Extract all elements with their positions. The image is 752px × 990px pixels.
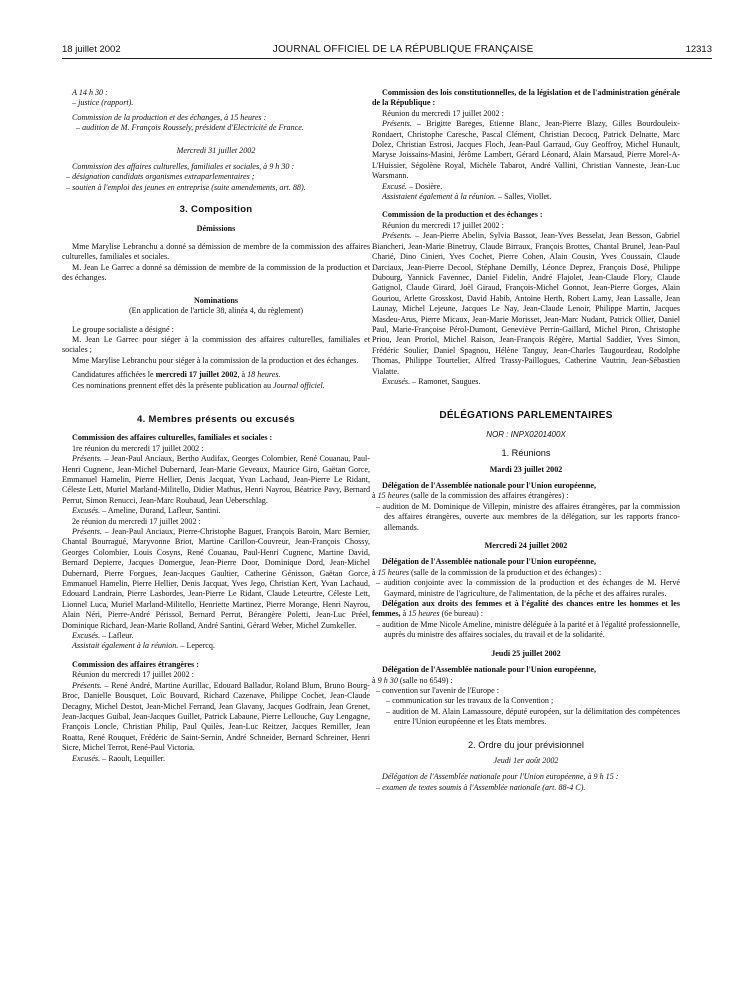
attendance-excused: Excusés. – Lafleur.	[72, 631, 134, 641]
attendance-excused: Excusés. – Ameline, Durand, Lafleur, Santini.	[72, 506, 221, 516]
agenda-item: – audition de M. François Roussely, président d'Electricité de France.	[76, 123, 304, 133]
journal-title: JOURNAL OFFICIEL DE LA RÉPUBLIQUE FRANÇAISE	[272, 44, 534, 55]
agenda-date: Jeudi 1er août 2002	[493, 755, 559, 765]
agenda-item: – convention sur l'avenir de l'Europe :	[376, 685, 499, 695]
paragraph: Mme Marylise Lebranchu a donné sa démission de membre de la commission des affaires culturelles, familiales et sociales.	[62, 242, 370, 262]
attendance-present: Présents. – Jean-Pierre Abelin, Sylvia Bassot, Jean-Yves Besselat, Jean Besson, Gabriel Biancheri, Jean-Marie Binetruy, Claude Birraux, François Brottes, Chantal Brunel, Jean-Paul Charié, Dino Cinieri, Yves Cochet, Pierre Cohen, Alain Cousin, Yves Coussain, Claude Darciaux, Jean-Pierre Decool, Stéphane Demilly, Léonce Deprez, François Dosé, Philippe Dubourg, Yannick Favennec, Daniel Fidelin, André Flajolet, Jean-Claude Flory, Claude Gatignol, Claude Girard, Joël Giraud, François-Michel Gonnot, Jean-Pierre Gorges, Alain Gouriou, Arlette Grosskost, David Habib, Antoine Herth, Robert Lamy, Jean Lassalle, Jean Launay, Michel Lejeune, Jacques Le Nay, Jean-Claude Lenoir, Philippe Martin, Jacques Masdeu-Arus, Pierre Micaux, Jean-Marie Morisset, Jean-Marc Nudant, Patrick Ollier, Daniel Paul, Marie-Françoise Pérol-Dumont, Geneviève Perrin-Gaillard, Michel Piron, Christophe Priou, Jean Proriol, Michel Raison, Jean-François Régère, Martial Saddier, Yves Simon, Frédéric Soulier, Daniel Spagnou, Hélène Tanguy, Jean-Charles Taugourdeau, Rodolphe Thomas, Philippe Tourtelier, Alfred Trassy-Paillogues, Catherine Vautrin, Jean-Sébastien Vialatte.	[372, 231, 680, 376]
section-heading: 4. Membres présents ou excusés	[137, 413, 295, 425]
commission-title: Commission de la production et des échanges :	[382, 210, 543, 220]
agenda-date: Mercredi 31 juillet 2002	[176, 145, 256, 155]
agenda-item: – audition conjointe avec la commission de la production et des échanges de M. Hervé Gaymard, ministre de l'agriculture, de l'alimentation, de la pêche et des affaires rurales.	[376, 578, 680, 598]
attendance-present: Présents. – Jean-Paul Anciaux, Bertho Audifax, Georges Colombier, René Couanau, Paul-Henri Cugnenc, Jean-Michel Dubernard, Jean-Marie Geveaux, Maurice Giro, Gaëtan Gorce, Emmanuel Hamelin, Pierre Hellier, Denis Jacquat, Yvan Lachaud, Jean-Pierre Le Ridant, Céleste Lett, Muriel Marland-Militello, Didier Mathus, Henri Nayrou, Béatrice Pavy, Bernard Perrut, Simon Renucci, Jean-Marc Roubaud, Jean Ueberschlag.	[62, 454, 370, 505]
page-number: 12313	[685, 44, 712, 55]
meeting-date: Réunion du mercredi 17 juillet 2002 :	[382, 108, 504, 118]
agenda-item: – audition de M. Alain Lamassoure, député européen, sur la délimitation des compétences entre l'Union européenne et les États membres.	[386, 706, 680, 727]
paragraph: M. Jean Le Garrec a donné sa démission de membre de la commission de la production et des échanges.	[62, 262, 370, 283]
meeting-date: 1re réunion du mercredi 17 juillet 2002 :	[72, 443, 204, 453]
paragraph: Ces nominations prennent effet dès la présente publication au Journal officiel.	[72, 380, 325, 390]
attendance-guests: Assistait également à la réunion. – Lepercq.	[72, 641, 215, 651]
header-date: 18 juillet 2002	[62, 44, 121, 55]
agenda-commission: Commission des affaires culturelles, familiales et sociales, à 9 h 30 :	[72, 162, 295, 172]
agenda-item: – désignation candidats organismes extraparlementaires ;	[66, 172, 255, 182]
delegation-title: Délégation aux droits des femmes et à l'égalité des chances entre les hommes et les femmes, à 15 heures (6e bureau) :	[372, 599, 680, 619]
paragraph: Mme Marylise Lebranchu pour siéger à la commission de la production et des échanges.	[72, 355, 359, 365]
meeting-date: Réunion du mercredi 17 juillet 2002 :	[382, 220, 504, 230]
agenda-time: A 14 h 30 :	[72, 88, 108, 97]
subsection-heading: Démissions	[196, 223, 236, 233]
agenda-item: – audition de Mme Nicole Ameline, ministre déléguée à la parité et à l'égalité professionnelle, auprès du ministre des affaires sociales, du travail et de la solidarité.	[376, 619, 680, 640]
section-heading: DÉLÉGATIONS PARLEMENTAIRES	[439, 410, 613, 422]
agenda-date: Jeudi 25 juillet 2002	[491, 648, 561, 658]
nor-reference: NOR : INPX0201400X	[486, 429, 566, 439]
agenda-item: – justice (rapport).	[72, 98, 134, 108]
attendance-guests: Assistaient également à la réunion. – Salles, Viollet.	[382, 192, 552, 202]
paragraph: M. Jean Le Garrec pour siéger à la commission des affaires culturelles, familiales et sociales ;	[62, 334, 370, 355]
agenda-date: Mercredi 24 juillet 2002	[484, 541, 568, 551]
section-heading: 2. Ordre du jour prévisionnel	[468, 739, 584, 750]
attendance-present: Présents. – Brigitte Bareges, Etienne Blanc, Jean-Pierre Blazy, Gilles Bourdouleix-Rondaert, Christophe Caresche, Pascal Clément, Christian Decocq, Patrick Delnatte, Marc Dolez, Christian Estrosi, Jacques Floch, Jean-Paul Garraud, Guy Geoffroy, Michel Hunault, Maryse Joissains-Masini, Jérôme Lambert, Gérard Léonard, Alain Marsaud, Pierre Morel-A-L'Huissier, Ségolène Royal, Michèle Tabarot, André Vallini, Christian Vanneste, Jean-Luc Warsmann.	[372, 119, 680, 181]
paragraph: Candidatures affichées le mercredi 17 juillet 2002, à 18 heures.	[72, 370, 281, 380]
meeting-time: à 15 heures (salle de la commission des affaires étrangères) :	[372, 491, 569, 501]
meeting-time: à 9 h 30 (salle no 6549) :	[372, 675, 453, 685]
delegation-title: Délégation de l'Assemblée nationale pour l'Union européenne,	[382, 481, 596, 490]
meeting-date: Réunion du mercredi 17 juillet 2002 :	[72, 670, 194, 680]
commission-title: Commission des affaires étrangères :	[72, 659, 199, 669]
attendance-excused: Excusés. – Ramonet, Saugues.	[382, 376, 481, 386]
agenda-item: – communication sur les travaux de la Convention ;	[386, 696, 554, 706]
subsection-heading: Nominations	[193, 295, 239, 305]
meeting-time: à 15 heures (salle de la commission de la production et des échanges) :	[372, 567, 602, 577]
meeting-date: 2e réunion du mercredi 17 juillet 2002 :	[72, 516, 201, 526]
delegation-title: Délégation de l'Assemblée nationale pour l'Union européenne,	[382, 665, 596, 675]
delegation-title: Délégation de l'Assemblée nationale pour l'Union européenne,	[382, 557, 596, 567]
agenda-commission: Commission de la production et des échanges, à 15 heures :	[72, 112, 267, 122]
right-column	[372, 88, 680, 793]
attendance-excused: Excusés. – Raoult, Lequiller.	[72, 753, 166, 763]
section-heading: 1. Réunions	[501, 448, 551, 459]
page-header	[62, 44, 712, 59]
attendance-excused: Excusé. – Dosière.	[382, 181, 443, 191]
section-heading: 3. Composition	[179, 204, 253, 216]
attendance-present: Présents. – Jean-Paul Anciaux, Pierre-Christophe Baguet, François Baroin, Marc Bernier, Chantal Bourragué, Maryvonne Briot, Martine Carillon-Couvreur, Jean-François Chossy, Georges Colombier, Louis Cosyns, René Couanau, Paul-Henri Cugnenc, Martine David, Bernard Depierre, Jacques Domergue, Jean-Pierre Door, Dominique Dord, Jean-Michel Dubernard, Pierre Forgues, Jean-Jacques Gaultier, Catherine Génisson, Gaëtan Gorce, Emmanuel Hamelin, Pierre Hellier, Denis Jacquat, Yves Jego, Christian Kert, Yvan Lachaud, Edouard Landrain, Pierre Lasbordes, Jean-Pierre Le Ridant, Claude Leteurtre, Céleste Lett, Lionnel Luca, Muriel Marland-Militello, Henriette Martinez, Pierre Morange, Henri Nayrou, Alain Néri, Pierre-André Périssol, Bernard Perrut, Bérangère Poletti, Jean-Luc Préel, Dominique Richard, Jean-Marie Rolland, André Santini, Gérard Weber, Michel Zumkeller.	[62, 527, 370, 630]
agenda-item: – soutien à l'emploi des jeunes en entreprise (suite amendements, art. 88).	[66, 182, 306, 192]
commission-title: Commission des lois constitutionnelles, de la législation et de l'administration générale de la République :	[372, 88, 680, 108]
agenda-date: Mardi 23 juillet 2002	[489, 464, 563, 474]
attendance-present: Présents. – René André, Martine Aurillac, Edouard Balladur, Roland Blum, Bruno Bourg-Broc, Danielle Bousquet, Loïc Bouvard, Richard Cazenave, Philippe Cochet, Jean-Claude Decagny, Michel Destot, Jean-Michel Ferrand, Jean Glavany, Jacques Godfrain, Jean Grenet, Jean-Jacques Guibal, Jean-Jacques Guillet, Patrick Labaune, Pierre Lellouche, Guy Lengagne, François Loncle, Christian Philip, Paul Quilès, Jean-Luc Reitzer, Jacques Remiller, Jean Roatta, René Rouquet, Frédéric de Saint-Sernin, André Schneider, Bernard Schreiner, Henri Sicre, Michel Terrot, René-Paul Victoria.	[62, 680, 370, 753]
agenda-item: – examen de textes soumis à l'Assemblée nationale (art. 88-4 C).	[376, 782, 586, 792]
agenda-commission: Délégation de l'Assemblée nationale pour l'Union européenne, à 9 h 15 :	[382, 772, 619, 782]
subsection-note: (En application de l'article 38, alinéa 4, du règlement)	[128, 306, 304, 316]
left-column	[62, 88, 370, 764]
agenda-item: – audition de M. Dominique de Villepin, ministre des affaires étrangères, par la commission des affaires étrangères, ouverte aux membres de la délégation, sur les rapports franco-allemands.	[376, 501, 680, 532]
paragraph: Le groupe socialiste a désigné :	[72, 324, 174, 334]
commission-title: Commission des affaires culturelles, familiales et sociales :	[72, 433, 273, 443]
